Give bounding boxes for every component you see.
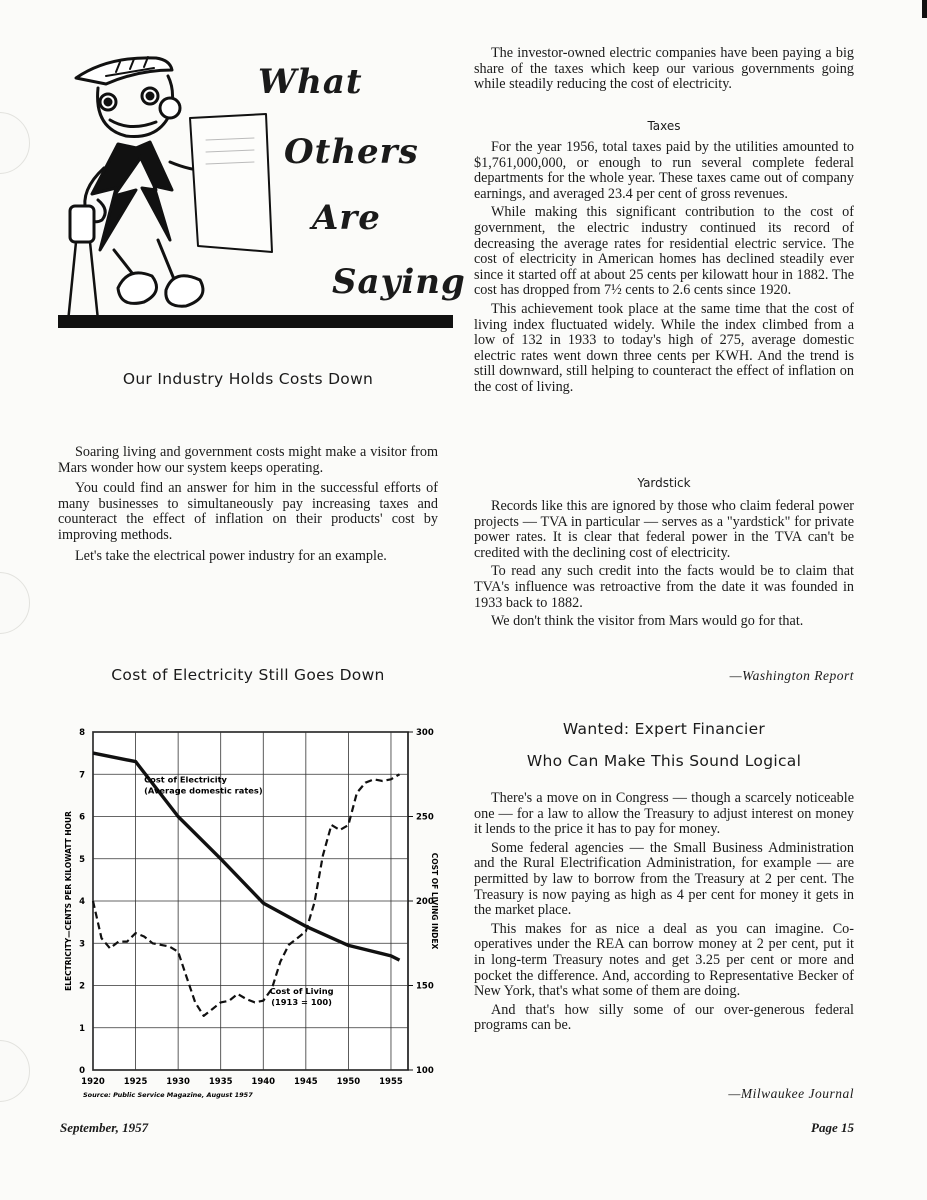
x-tick-label: 1955 — [379, 1077, 403, 1087]
paragraph: To read any such credit into the facts would be to claim that TVA's influence was retroactive from the date it was founded in 1933 back to 1882. — [474, 563, 854, 611]
binder-hole — [0, 1040, 30, 1102]
x-tick-label: 1950 — [336, 1077, 361, 1087]
section-title-word: Others — [284, 132, 419, 172]
left-tick-label: 8 — [79, 728, 85, 738]
taxes-body — [474, 140, 854, 399]
left-tick-label: 4 — [79, 897, 85, 907]
right-tick-label: 100 — [416, 1066, 434, 1076]
section-title-word: Are — [312, 198, 381, 238]
right-tick-label: 250 — [416, 812, 434, 823]
paragraph: Some federal agencies — the Small Business Administration and the Rural Electrification Administration, for example — are permitted by law to borrow from the Treasury at 2 per cent. The Treasury is now paying as high as 4 per cent for money it gets in the market place. — [474, 839, 854, 919]
left-tick-label: 7 — [79, 770, 85, 781]
left-tick-label: 5 — [79, 854, 85, 865]
article-heading: Wanted: Expert Financier — [562, 720, 766, 738]
paragraph: And that's how silly some of our over-generous federal programs can be. — [474, 1001, 854, 1034]
yardstick-body — [474, 499, 854, 633]
article-body — [58, 445, 438, 567]
right-column-text — [474, 46, 854, 96]
left-tick-label: 6 — [79, 812, 85, 823]
section-title-word: Saying — [332, 262, 466, 302]
paragraph: Soaring living and government costs might make a visitor from Mars wonder how our system keeps operating. — [58, 444, 438, 476]
x-tick-label: 1925 — [123, 1077, 148, 1087]
left-tick-label: 0 — [79, 1066, 85, 1076]
paragraph: We don't think the visitor from Mars would go for that. — [491, 613, 804, 630]
left-tick-label: 3 — [79, 939, 85, 950]
right-tick-label: 150 — [416, 981, 434, 992]
electricity-series-label: (Average domestic rates) — [144, 785, 263, 796]
wanted-body — [474, 791, 854, 1037]
edge-mark — [922, 0, 927, 18]
credit-milwaukee-journal: —Milwaukee Journal — [728, 1086, 854, 1101]
x-tick-label: 1940 — [251, 1077, 276, 1087]
x-tick-label: 1930 — [166, 1077, 190, 1087]
electricity-series-label: Cost of Electricity — [144, 774, 227, 785]
paragraph: While making this significant contribution to the cost of government, the electric industry continued its record of decreasing the average rates for residential electric service. The cost of electricity in American homes has declined steadily ever since it started off at about 25 cents per kilowatt hour in 1882. The cost has dropped from 7½ cents to 2.6 cents since 1920. — [474, 204, 854, 299]
subheading-taxes: Taxes — [647, 119, 681, 133]
paragraph: There's a move on in Congress — though a scarcely noticeable one — for a law to allow the Treasury to adjust interest on money it lends to the price it has to pay for money. — [474, 790, 854, 838]
left-tick-label: 2 — [79, 981, 85, 992]
paragraph: You could find an answer for him in the successful efforts of many businesses to simultaneously pay increasing taxes and counteract the effect of inflation on their products' cost by improving methods. — [58, 480, 438, 543]
cost-of-living-series-label: (1913 = 100) — [271, 996, 332, 1007]
cost-chart — [60, 720, 439, 1105]
binder-hole — [0, 572, 30, 634]
x-tick-label: 1935 — [208, 1077, 233, 1087]
left-tick-label: 1 — [79, 1023, 85, 1034]
x-tick-label: 1945 — [294, 1077, 318, 1087]
section-title-word: What — [258, 62, 363, 102]
right-tick-label: 200 — [416, 897, 434, 907]
cost-of-living-series-label: Cost of Living — [269, 985, 334, 996]
paragraph: For the year 1956, total taxes paid by the utilities amounted to $1,761,000,000, or enough to run several complete federal departments for the whole year. These taxes came out of company earnings, and averaged 23.4 per cent of gross revenues. — [474, 139, 854, 202]
article-heading: Who Can Make This Sound Logical — [526, 752, 802, 770]
paragraph: Let's take the electrical power industry for an example. — [75, 547, 387, 564]
x-tick-label: 1920 — [81, 1077, 105, 1087]
paragraph: This makes for as nice a deal as you can imagine. Co-operatives under the REA can borrow money at 2 per cent, put it in long-term Treasury notes and get 3.25 per cent or more and pocket the difference. And, according to Representative Becker of New York, that's what some of them are doing. — [474, 920, 854, 1000]
credit-washington-report: —Washington Report — [729, 668, 854, 683]
paragraph: This achievement took place at the same time that the cost of living index fluctuated widely. While the index climbed from a low of 132 in 1933 to today's high of 275, average domestic electric rates went down three cents per KWH. And the trend is still downward, still helping to counteract the effect of inflation on the cost of living. — [474, 300, 854, 395]
binder-hole — [0, 112, 30, 174]
footer-page-number: Page 15 — [811, 1120, 854, 1135]
chart-source: Source: Public Service Magazine, August 1957 — [83, 1091, 253, 1099]
article-heading: Our Industry Holds Costs Down — [122, 370, 374, 388]
paragraph: Records like this are ignored by those who claim federal power projects — TVA in particular — serves as a "yardstick" for private power rates. It is clear that federal power in the TVA can't be credited with the declining cost of electricity. — [474, 498, 854, 561]
chart-heading: Cost of Electricity Still Goes Down — [111, 666, 385, 684]
footer-date: September, 1957 — [60, 1120, 149, 1135]
y-axis-label-right: COST OF LIVING INDEX — [430, 852, 439, 950]
title-rule — [58, 315, 453, 328]
paragraph: The investor-owned electric companies have been paying a big share of the taxes which keep our various governments going while steadily reducing the cost of electricity. — [474, 45, 854, 93]
y-axis-label-left: ELECTRICITY—CENTS PER KILOWATT HOUR — [64, 811, 73, 991]
right-tick-label: 300 — [416, 728, 434, 738]
subheading-yardstick: Yardstick — [637, 476, 691, 490]
